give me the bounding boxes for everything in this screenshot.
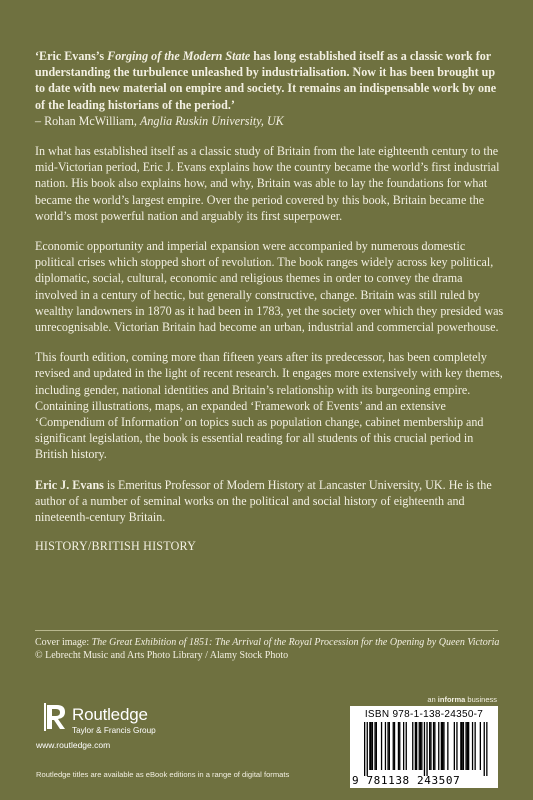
barcode-bar	[387, 722, 388, 770]
publisher-name: Routledge	[72, 705, 148, 724]
barcode-bar	[367, 722, 368, 776]
barcode-bar	[429, 722, 430, 770]
barcode-bar	[465, 722, 466, 770]
barcode-bar	[424, 722, 425, 776]
barcode-bar	[415, 722, 416, 770]
description-paragraph: This fourth edition, coming more than fifteen years after its predecessor, has been completely revised and updated in the light of recent research. It engages more extensively with key themes, including gender, national identities and Britain’s relationship with its burgeoning empire. Containing illustrations, maps, an expanded ‘Framework of Events’ and an extensive ‘Compendium of Information’ on topics such as population change, cabinet membership and significant legislation, the book is essential reading for all students of this crucial period in British history.	[35, 350, 503, 462]
barcode-bar	[454, 722, 455, 770]
informa-brand: informa	[437, 695, 466, 704]
cover-image-credit	[35, 636, 505, 662]
description-paragraph: In what has established itself as a classic study of Britain from the late eighteenth century to the mid-Victorian period, Eric J. Evans explains how the country became the world’s first industrial nation. His book also explains how, and why, Britain was able to lay the foundations for what became the world’s largest empire. Over the period covered by this book, Britain became the world’s most powerful nation and arguably its first superpower.	[35, 144, 500, 223]
barcode-bar	[426, 722, 427, 776]
barcode-bar	[398, 722, 399, 770]
barcode-bar	[416, 722, 417, 770]
publisher-logo	[44, 703, 244, 743]
informa-prefix: an	[427, 695, 438, 704]
barcode-bar	[421, 722, 422, 770]
barcode-bar	[420, 722, 421, 770]
barcode-bar	[403, 722, 404, 770]
author-name: Eric J. Evans	[35, 477, 104, 492]
review-quote	[35, 48, 505, 129]
barcode-bar	[376, 722, 377, 770]
barcode-bar	[385, 722, 386, 770]
informa-tagline	[427, 695, 497, 704]
barcode-bar	[484, 722, 485, 776]
quote-attribution	[35, 114, 284, 128]
barcode-bar	[399, 722, 400, 770]
barcode-bar	[369, 722, 370, 770]
barcode-graphic	[356, 722, 492, 776]
author-bio-text: is Emeritus Professor of Modern History at Lancaster University, UK. He is the author of a number of seminal works on the political and social history of eighteenth and nineteenth-century Britain.	[35, 477, 492, 525]
barcode-bar	[438, 722, 439, 770]
barcode-bar	[389, 722, 390, 770]
isbn-barcode	[350, 706, 498, 788]
barcode-bar	[393, 722, 394, 770]
cover-credit-prefix: Cover image:	[35, 637, 92, 648]
barcode-bar	[434, 722, 435, 770]
barcode-bar	[406, 722, 407, 770]
barcode-bar	[441, 722, 442, 770]
barcode-bar	[468, 722, 469, 770]
barcode-bar	[442, 722, 443, 770]
back-cover-text	[35, 48, 505, 564]
informa-suffix: business	[465, 695, 497, 704]
quote-open: ‘Eric Evans’s	[35, 49, 108, 63]
barcode-bar	[472, 722, 473, 770]
barcode-bar	[364, 722, 365, 776]
barcode-bar	[467, 722, 468, 770]
reviewer-affiliation: Anglia Ruskin University, UK	[139, 113, 284, 128]
ebook-availability-note: Routledge titles are available as eBook editions in a range of digital formats	[36, 770, 290, 779]
barcode-bar	[456, 722, 457, 770]
barcode-bar	[486, 722, 487, 776]
subject-category: HISTORY/BRITISH HISTORY	[35, 539, 197, 554]
cover-credit-source: © Lebrecht Music and Arts Photo Library / Alamy Stock Photo	[35, 650, 289, 662]
barcode-digits: 9 781138 243507	[352, 774, 461, 787]
reviewer-name: – Rohan McWilliam,	[35, 113, 140, 128]
barcode-bar	[443, 722, 444, 770]
author-bio	[35, 477, 505, 526]
barcode-bar	[462, 722, 463, 770]
barcode-bar	[463, 722, 464, 770]
publisher-url: www.routledge.com	[36, 740, 111, 750]
barcode-bar	[419, 722, 420, 770]
barcode-bar	[430, 722, 431, 770]
publisher-group: Taylor & Francis Group	[72, 726, 156, 735]
barcode-bar	[433, 722, 434, 770]
barcode-bar	[381, 722, 382, 770]
isbn-label: ISBN 978-1-138-24350-7	[364, 709, 484, 720]
barcode-bar	[374, 722, 375, 770]
cover-image-title: The Great Exhibition of 1851: The Arrival of the Royal Procession for the Opening by Queen Victoria	[91, 637, 500, 648]
description-paragraph: Economic opportunity and imperial expansion were accompanied by numerous domestic political crises which stopped short of revolution. The book ranges widely across key political, diplomatic, social, cultural, economic and religious themes in order to convey the drama involved in a century of hectic, but generally constructive, change. Britain was still ruled by wealthy landowners in 1870 as it had been in 1783, yet the society over which they presided was unrecognisable. Victorian Britain had become an urban, industrial and commercial powerhouse.	[35, 239, 504, 335]
barcode-bar	[412, 722, 413, 770]
barcode-bar	[371, 722, 372, 770]
barcode-bar	[460, 722, 461, 770]
barcode-bar	[394, 722, 395, 770]
routledge-logo-icon	[44, 703, 68, 731]
quote-text: has long established itself as a classic work for understanding the turbulence unleashed by industrialisation. Now it has been brought up to date with new material on empire and society. It remains an indispensable work by one of the leading historians of the period.’	[35, 49, 497, 112]
barcode-bar	[447, 722, 448, 770]
divider	[35, 630, 498, 631]
barcode-bar	[480, 722, 481, 770]
quoted-book-title: Forging of the Modern State	[107, 49, 251, 63]
barcode-bar	[372, 722, 373, 770]
barcode-bar	[475, 722, 476, 770]
